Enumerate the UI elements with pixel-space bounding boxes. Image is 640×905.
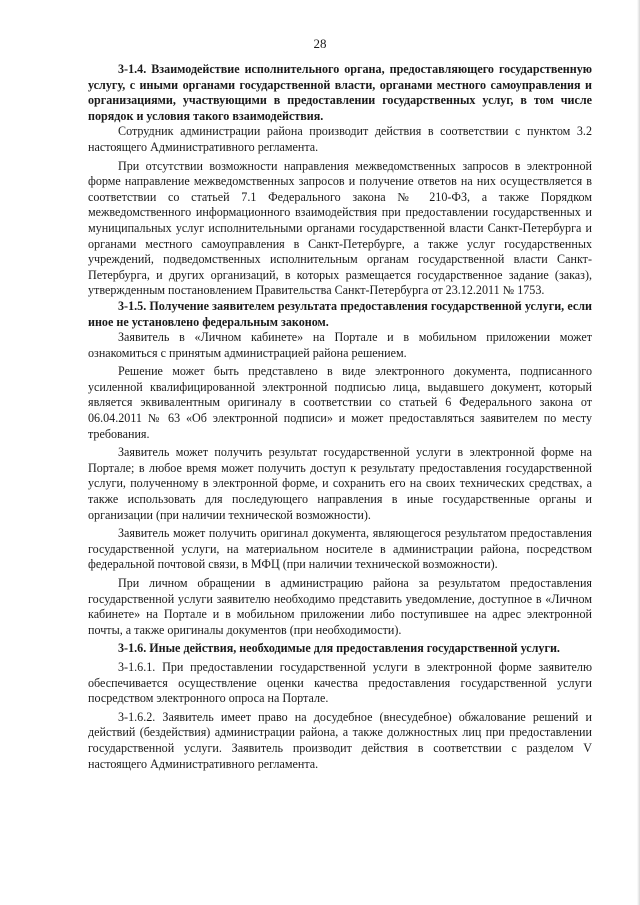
- section-heading-3-1-5: 3-1.5. Получение заявителем результата предоставления государственной услуги, если иное не установлено федеральным законом.: [88, 298, 592, 329]
- page-number: 28: [313, 36, 327, 51]
- paragraph: Сотрудник администрации района производит действия в соответствии с пунктом 3.2 настоящего Административного регламента.: [88, 124, 592, 154]
- section-heading-3-1-4: 3-1.4. Взаимодействие исполнительного органа, предоставляющего государственную услугу, с иными органами государственной власти, органами местного самоуправления и организациями, участвующими в предоставлении государственных услуг, в том числе порядок и условия такого взаимодействия.: [88, 62, 592, 123]
- section-heading-3-1-6: 3-1.6. Иные действия, необходимые для предоставления государственной услуги.: [118, 641, 560, 656]
- document-body: [88, 62, 592, 772]
- paragraph: При личном обращении в администрацию района за результатом предоставления государственной услуги заявителю необходимо представить уведомление, доступное в «Личном кабинете» на Портале и в мобильном приложении либо поступившее на адрес электронной почты, а также оригиналы документов (при необходимости).: [88, 576, 592, 637]
- paragraph: 3-1.6.2. Заявитель имеет право на досудебное (внесудебное) обжалование решений и действий (бездействия) администрации района, а также должностных лиц при предоставлении государственной услуги. Заявитель производит действия в соответствии с разделом V настоящего Административного регламента.: [88, 709, 592, 771]
- paragraph: Заявитель может получить результат государственной услуги в электронной форме на Портале; в любое время может получить доступ к результату предоставления государственной услуги, полученному в электронной форме, и сохранить его на своих технических средствах, а также использовать для последующего направления в иные государственные органы и организации (при наличии технической возможности).: [88, 445, 592, 522]
- paragraph: Заявитель может получить оригинал документа, являющегося результатом предоставления государственной услуги, на материальном носителе в администрации района, посредством федеральной почтовой связи, в МФЦ (при наличии технической возможности).: [88, 526, 592, 572]
- paragraph: Решение может быть представлено в виде электронного документа, подписанного усиленной квалифицированной электронной подписью лица, выдавшего документ, который является эквивалентным оригиналу в соответствии со статьей 6 Федерального закона от 06.04.2011 № 63 «Об электронной подписи» и может предоставляться заявителем по месту требования.: [88, 364, 592, 441]
- paragraph: При отсутствии возможности направления межведомственных запросов в электронной форме направление межведомственных запросов и получение ответов на них осуществляется в соответствии со статьей 7.1 Федерального закона № 210-ФЗ, а также Порядком межведомственного информационного взаимодействия при предоставлении государственных и муниципальных услуг исполнительными органами государственной власти Санкт-Петербурга и органами местного самоуправления в Санкт-Петербурге, а также услуг государственных учреждений, подведомственных исполнительным органам государственной власти Санкт-Петербурга, и других организаций, в которых размещается государственное задание (заказ), утвержденным постановлением Правительства Санкт-Петербурга от 23.12.2011 № 1753.: [88, 158, 592, 298]
- paragraph: 3-1.6.1. При предоставлении государственной услуги в электронной форме заявителю обеспечивается осуществление оценки качества предоставления государственной услуги посредством электронного опроса на Портале.: [88, 659, 592, 706]
- paragraph: Заявитель в «Личном кабинете» на Портале и в мобильном приложении может ознакомиться с принятым администрацией района решением.: [88, 330, 592, 360]
